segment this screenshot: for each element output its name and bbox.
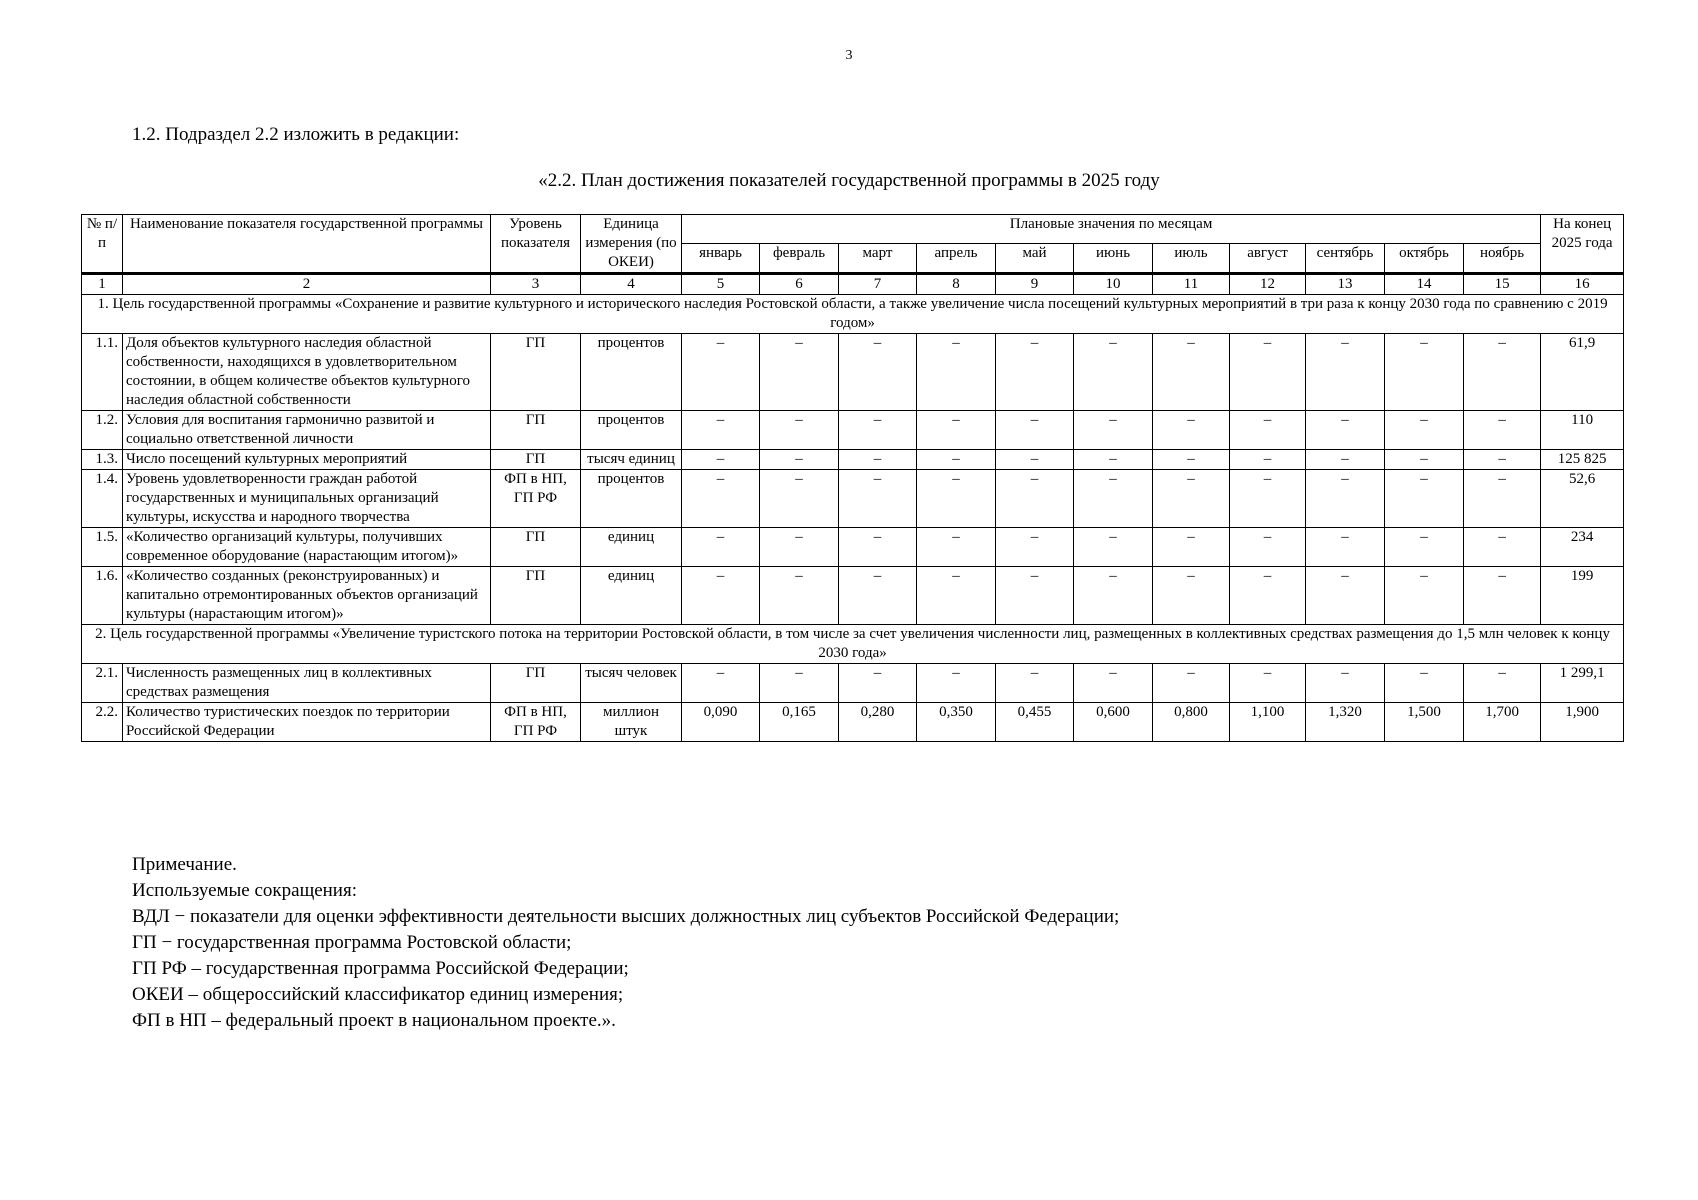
notes-abbrev-title: Используемые сокращения: [132, 880, 357, 901]
note-item: ВДЛ − показатели для оценки эффективности деятельности высших должностных лиц субъектов Российской Федерации; [132, 906, 1120, 927]
row-month-value: – [996, 334, 1074, 411]
notes [132, 852, 1119, 1034]
row-month-value: – [996, 664, 1074, 703]
table-row [82, 334, 1624, 411]
row-month-value: – [1230, 470, 1306, 528]
row-month-value: – [1464, 411, 1541, 450]
table-title: «2.2. План достижения показателей государственной программы в 2025 году [538, 170, 1160, 191]
column-numbers-row [82, 274, 1624, 295]
row-month-value: – [1074, 664, 1153, 703]
column-number: 3 [491, 274, 581, 295]
header-month: февраль [760, 243, 839, 273]
row-month-value: – [760, 334, 839, 411]
row-month-value: – [760, 450, 839, 470]
row-month-value: – [682, 334, 760, 411]
row-name: Количество туристических поездок по территории Российской Федерации [123, 703, 491, 742]
header-month: апрель [917, 243, 996, 273]
row-month-value: – [996, 567, 1074, 625]
column-number: 16 [1541, 274, 1624, 295]
row-unit: тысяч единиц [581, 450, 682, 470]
row-num: 1.3. [82, 450, 123, 470]
row-month-value: – [1385, 450, 1464, 470]
goal-text: 1. Цель государственной программы «Сохранение и развитие культурного и исторического наследия Ростовской области, а также увеличение числа посещений культурных мероприятий в три раза к концу 2030 года по сравнению с 2019 годом» [82, 295, 1624, 334]
column-number: 4 [581, 274, 682, 295]
row-month-value: – [682, 567, 760, 625]
row-month-value: – [1464, 528, 1541, 567]
row-level: ГП [491, 664, 581, 703]
note-item: ГП − государственная программа Ростовской области; [132, 932, 572, 953]
row-month-value: – [1153, 664, 1230, 703]
row-month-value: – [1074, 528, 1153, 567]
header-month: август [1230, 243, 1306, 273]
row-month-value: – [917, 334, 996, 411]
row-unit: процентов [581, 334, 682, 411]
table-row [82, 528, 1624, 567]
row-year-end: 234 [1541, 528, 1624, 567]
row-unit: миллион штук [581, 703, 682, 742]
row-month-value: 0,455 [996, 703, 1074, 742]
column-number: 1 [82, 274, 123, 295]
column-number: 8 [917, 274, 996, 295]
header-month: май [996, 243, 1074, 273]
row-month-value: – [1074, 567, 1153, 625]
row-month-value: – [1464, 334, 1541, 411]
row-month-value: – [917, 411, 996, 450]
row-unit: процентов [581, 411, 682, 450]
row-month-value: – [1230, 664, 1306, 703]
row-unit: тысяч человек [581, 664, 682, 703]
row-month-value: 0,600 [1074, 703, 1153, 742]
row-month-value: – [1230, 411, 1306, 450]
table-row [82, 450, 1624, 470]
row-num: 1.1. [82, 334, 123, 411]
row-month-value: – [1230, 567, 1306, 625]
table-row [82, 703, 1624, 742]
row-name: Условия для воспитания гармонично развитой и социально ответственной личности [123, 411, 491, 450]
row-month-value: – [1153, 411, 1230, 450]
row-month-value: – [1153, 450, 1230, 470]
row-month-value: – [1464, 470, 1541, 528]
row-name: Уровень удовлетворенности граждан работой государственных и муниципальных организаций культуры, искусства и народного творчества [123, 470, 491, 528]
row-month-value: – [917, 664, 996, 703]
row-year-end: 1,900 [1541, 703, 1624, 742]
row-month-value: – [1230, 450, 1306, 470]
row-month-value: – [917, 528, 996, 567]
goal-text: 2. Цель государственной программы «Увеличение туристского потока на территории Ростовской области, в том числе за счет увеличения численности лиц, размещенных в коллективных средствах размещения до 1,5 млн человек к концу 2030 года» [82, 625, 1624, 664]
header-unit: Единица измерения (по ОКЕИ) [581, 215, 682, 274]
row-month-value: – [839, 411, 917, 450]
row-level: ГП [491, 528, 581, 567]
row-month-value: – [1464, 664, 1541, 703]
row-month-value: – [1464, 567, 1541, 625]
table-row [82, 567, 1624, 625]
row-year-end: 61,9 [1541, 334, 1624, 411]
row-month-value: – [917, 567, 996, 625]
row-month-value: – [1385, 664, 1464, 703]
intro-text: 1.2. Подраздел 2.2 изложить в редакции: [132, 124, 460, 145]
row-month-value: – [1385, 470, 1464, 528]
row-month-value: – [1306, 470, 1385, 528]
row-month-value: – [682, 411, 760, 450]
row-month-value: – [682, 450, 760, 470]
header-month: ноябрь [1464, 243, 1541, 273]
row-month-value: – [996, 450, 1074, 470]
header-month: июнь [1074, 243, 1153, 273]
row-month-value: 1,320 [1306, 703, 1385, 742]
row-level: ГП [491, 334, 581, 411]
header-row-top [82, 215, 1624, 244]
row-month-value: – [1385, 334, 1464, 411]
row-year-end: 125 825 [1541, 450, 1624, 470]
row-month-value: – [760, 470, 839, 528]
row-level: ГП [491, 411, 581, 450]
row-num: 2.1. [82, 664, 123, 703]
row-month-value: – [1306, 334, 1385, 411]
row-month-value: 0,165 [760, 703, 839, 742]
note-item: ФП в НП – федеральный проект в национальном проекте.». [132, 1010, 616, 1031]
row-month-value: – [1306, 450, 1385, 470]
plan-table [81, 214, 1624, 742]
row-month-value: – [1074, 470, 1153, 528]
row-month-value: – [1074, 450, 1153, 470]
row-month-value: – [839, 528, 917, 567]
row-name: Доля объектов культурного наследия областной собственности, находящихся в удовлетворительном состоянии, в общем количестве объектов культурного наследия областной собственности [123, 334, 491, 411]
row-num: 1.5. [82, 528, 123, 567]
row-month-value: – [917, 450, 996, 470]
row-month-value: – [1230, 528, 1306, 567]
column-number: 5 [682, 274, 760, 295]
column-number: 11 [1153, 274, 1230, 295]
note-item: ОКЕИ – общероссийский классификатор единиц измерения; [132, 984, 624, 1005]
row-month-value: – [1153, 470, 1230, 528]
row-month-value: – [682, 664, 760, 703]
row-month-value: – [839, 334, 917, 411]
row-num: 1.4. [82, 470, 123, 528]
header-month: сентябрь [1306, 243, 1385, 273]
header-month: март [839, 243, 917, 273]
row-month-value: – [1153, 528, 1230, 567]
row-name: Численность размещенных лиц в коллективных средствах размещения [123, 664, 491, 703]
row-unit: процентов [581, 470, 682, 528]
row-num: 1.6. [82, 567, 123, 625]
row-month-value: – [1153, 567, 1230, 625]
header-month: январь [682, 243, 760, 273]
row-level: ФП в НП, ГП РФ [491, 703, 581, 742]
header-level: Уровень показателя [491, 215, 581, 274]
row-level: ГП [491, 450, 581, 470]
row-month-value: – [1074, 334, 1153, 411]
row-month-value: – [1385, 567, 1464, 625]
row-month-value: – [839, 567, 917, 625]
row-month-value: – [996, 411, 1074, 450]
row-month-value: – [996, 528, 1074, 567]
row-month-value: 0,350 [917, 703, 996, 742]
header-year-end: На конец 2025 года [1541, 215, 1624, 274]
table-row [82, 411, 1624, 450]
row-num: 2.2. [82, 703, 123, 742]
row-month-value: – [839, 470, 917, 528]
row-month-value: – [1306, 528, 1385, 567]
row-month-value: 0,280 [839, 703, 917, 742]
goal-row [82, 295, 1624, 334]
row-month-value: – [1306, 567, 1385, 625]
row-level: ФП в НП, ГП РФ [491, 470, 581, 528]
column-number: 14 [1385, 274, 1464, 295]
header-months-group: Плановые значения по месяцам [682, 215, 1541, 244]
row-month-value: – [1385, 411, 1464, 450]
column-number: 2 [123, 274, 491, 295]
goal-row [82, 625, 1624, 664]
row-name: Число посещений культурных мероприятий [123, 450, 491, 470]
row-month-value: – [760, 567, 839, 625]
row-month-value: – [839, 664, 917, 703]
row-year-end: 110 [1541, 411, 1624, 450]
row-month-value: 1,100 [1230, 703, 1306, 742]
row-unit: единиц [581, 567, 682, 625]
row-month-value: – [839, 450, 917, 470]
notes-title: Примечание. [132, 854, 237, 875]
header-month: июль [1153, 243, 1230, 273]
note-item: ГП РФ – государственная программа Российской Федерации; [132, 958, 629, 979]
row-month-value: – [1306, 411, 1385, 450]
header-name: Наименование показателя государственной программы [123, 215, 491, 274]
row-month-value: – [760, 528, 839, 567]
table-row [82, 470, 1624, 528]
row-level: ГП [491, 567, 581, 625]
row-month-value: – [1464, 450, 1541, 470]
row-month-value: – [1074, 411, 1153, 450]
column-number: 9 [996, 274, 1074, 295]
row-month-value: 0,090 [682, 703, 760, 742]
row-month-value: 0,800 [1153, 703, 1230, 742]
column-number: 12 [1230, 274, 1306, 295]
column-number: 15 [1464, 274, 1541, 295]
row-month-value: 1,700 [1464, 703, 1541, 742]
column-number: 10 [1074, 274, 1153, 295]
column-number: 7 [839, 274, 917, 295]
row-name: «Количество созданных (реконструированных) и капитально отремонтированных объектов организаций культуры (нарастающим итогом)» [123, 567, 491, 625]
row-month-value: – [1306, 664, 1385, 703]
row-num: 1.2. [82, 411, 123, 450]
row-month-value: – [1385, 528, 1464, 567]
row-unit: единиц [581, 528, 682, 567]
row-month-value: – [760, 411, 839, 450]
column-number: 6 [760, 274, 839, 295]
row-month-value: 1,500 [1385, 703, 1464, 742]
header-month: октябрь [1385, 243, 1464, 273]
column-number: 13 [1306, 274, 1385, 295]
header-num: № п/п [82, 215, 123, 274]
row-month-value: – [760, 664, 839, 703]
page-number: 3 [845, 48, 853, 63]
table-row [82, 664, 1624, 703]
row-name: «Количество организаций культуры, получивших современное оборудование (нарастающим итогом)» [123, 528, 491, 567]
row-month-value: – [682, 528, 760, 567]
row-month-value: – [917, 470, 996, 528]
row-year-end: 199 [1541, 567, 1624, 625]
row-year-end: 52,6 [1541, 470, 1624, 528]
row-month-value: – [1230, 334, 1306, 411]
row-month-value: – [682, 470, 760, 528]
row-year-end: 1 299,1 [1541, 664, 1624, 703]
row-month-value: – [996, 470, 1074, 528]
row-month-value: – [1153, 334, 1230, 411]
